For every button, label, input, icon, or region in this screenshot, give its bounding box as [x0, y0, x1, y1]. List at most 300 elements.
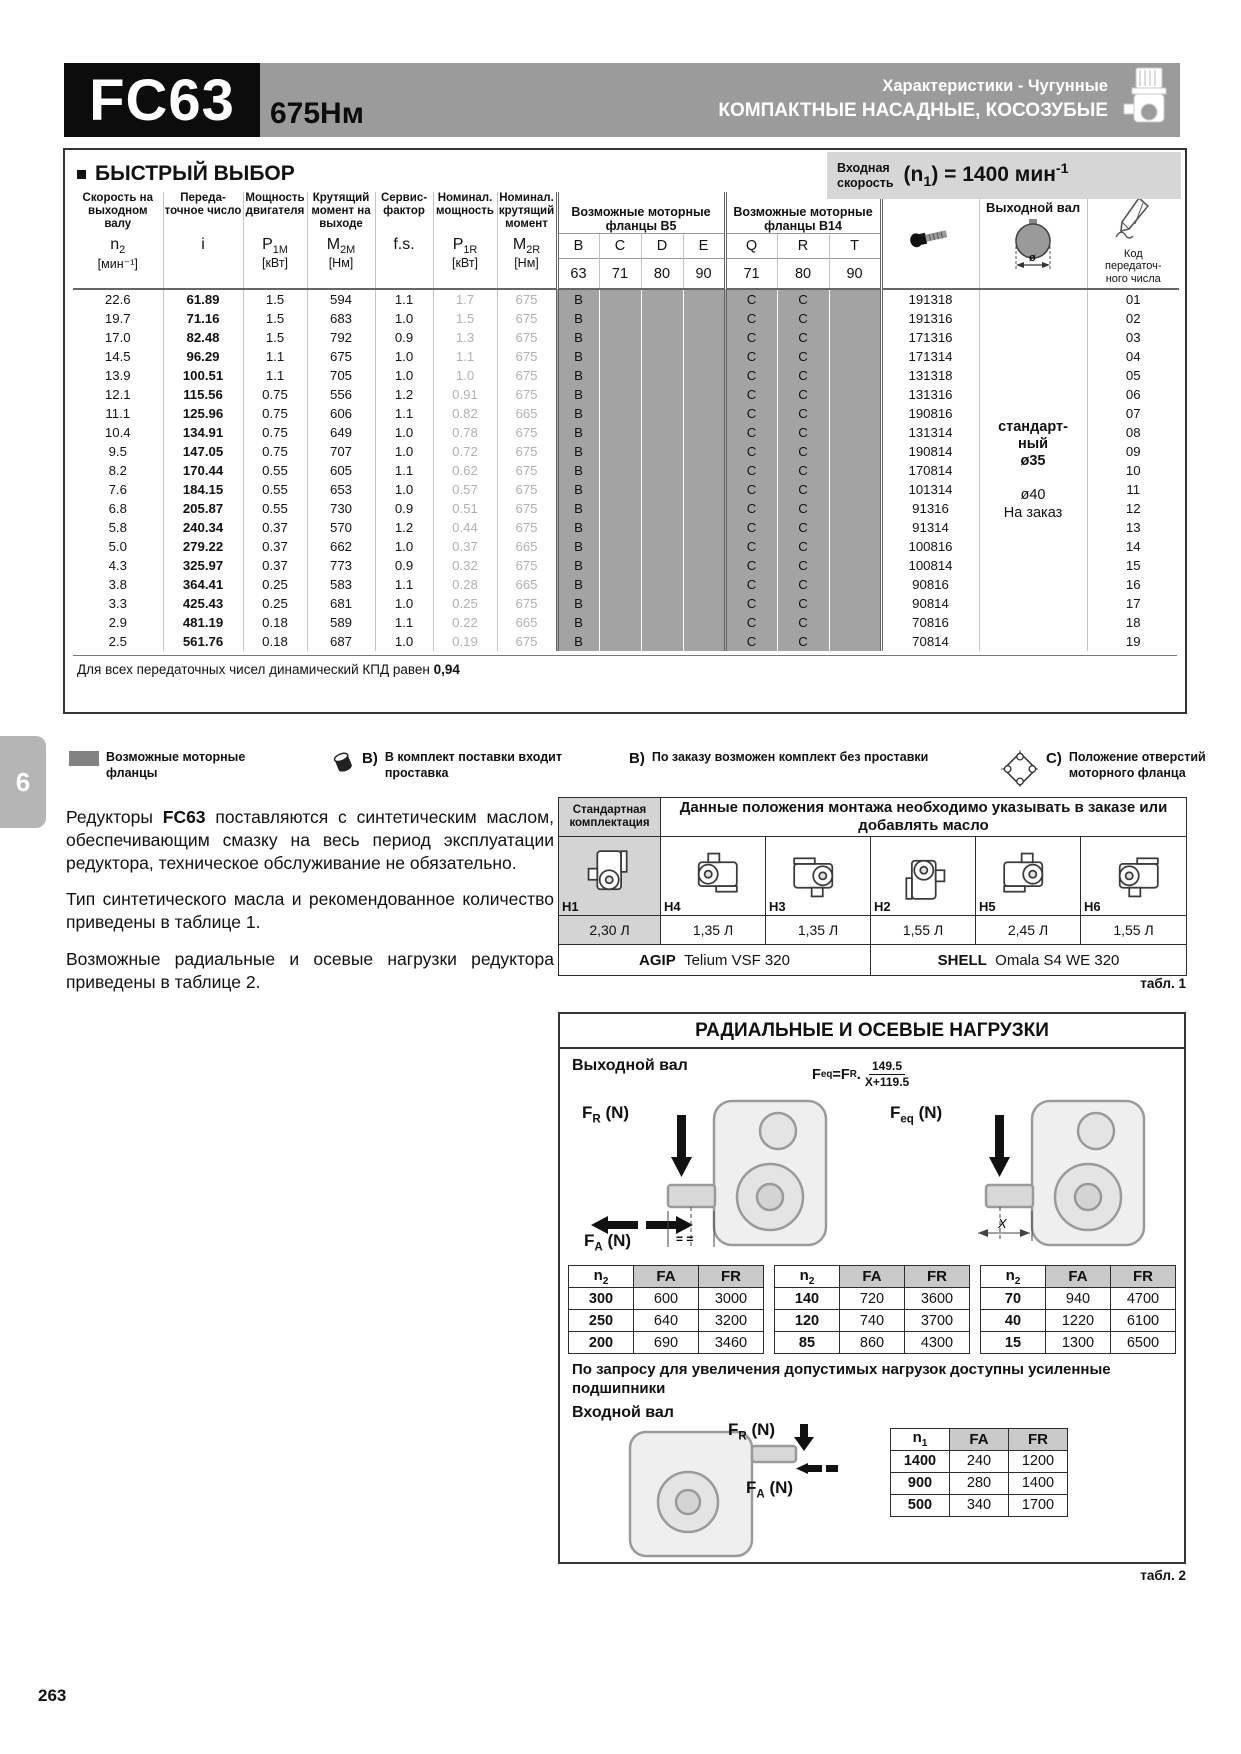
cell: C [777, 289, 829, 309]
el-rect [752, 1446, 796, 1462]
cell: 705 [307, 366, 375, 385]
cell [683, 289, 725, 309]
cell: 125.96 [163, 404, 243, 423]
el-polygon [978, 1229, 988, 1237]
cell: 0.82 [433, 404, 497, 423]
cell: 131314 [881, 423, 979, 442]
cell: 61.89 [163, 289, 243, 309]
cell: 0.28 [433, 575, 497, 594]
feq-load-label [890, 1103, 942, 1125]
el-div: Сервис- фактор [380, 192, 428, 217]
cell: 640 [634, 1310, 699, 1332]
paragraph-table2: Возможные радиальные и осевые нагрузки редуктора приведены в таблице 2. [66, 948, 554, 992]
header-line2: КОМПАКТНЫЕ НАСАДНЫЕ, КОСОЗУБЫЕ [718, 100, 1108, 122]
feq-formula [812, 1059, 909, 1090]
cell [641, 556, 683, 575]
el-circle [1017, 753, 1023, 759]
cell [641, 480, 683, 499]
el-sub: R [738, 1429, 747, 1442]
legend-b1-prefix: B) [362, 750, 378, 767]
load-row [891, 1472, 1068, 1494]
cell: 0.57 [433, 480, 497, 499]
cell: B [557, 594, 599, 613]
el-span: H4 [664, 899, 681, 914]
oil-quantity-cell: 1,35 Л [661, 916, 766, 945]
el-sub: 1M [272, 244, 288, 257]
cell: 90814 [881, 594, 979, 613]
cell: FR [699, 1266, 764, 1288]
el-circle [676, 1490, 700, 1514]
cell [641, 289, 683, 309]
b5-letter: B [557, 233, 599, 259]
input-fr-label [728, 1420, 775, 1442]
cell [599, 556, 641, 575]
el-path [1121, 198, 1148, 231]
cell: C [777, 347, 829, 366]
cell [683, 442, 725, 461]
el-sub: 1R [463, 244, 478, 257]
gearmotor-icon [1120, 66, 1172, 135]
cell [599, 499, 641, 518]
el-div: Код передаточ- ного числа [1104, 247, 1162, 285]
bearings-note: По запросу для увеличения допустимых нагрузок доступны усиленные подшипники [572, 1361, 1111, 1397]
cell: 1400 [891, 1450, 950, 1472]
cell [829, 613, 881, 632]
cell [829, 385, 881, 404]
cell: 675 [497, 366, 557, 385]
cell: FR [1111, 1266, 1176, 1288]
cell [599, 613, 641, 632]
input-speed-label [837, 161, 894, 190]
el-span: F [728, 1419, 739, 1439]
cell: 325.97 [163, 556, 243, 575]
cell [599, 366, 641, 385]
el-g [1004, 853, 1042, 891]
cell: 0.37 [243, 556, 307, 575]
el-polygon [989, 1157, 1010, 1177]
el-tbody [981, 1266, 1176, 1354]
cell: 0.44 [433, 518, 497, 537]
el-span: H3 [769, 899, 786, 914]
cell: 606 [307, 404, 375, 423]
cell: 649 [307, 423, 375, 442]
cell: C [777, 594, 829, 613]
cell: C [725, 309, 777, 328]
cell: 250 [569, 1310, 634, 1332]
cell: 15 [981, 1332, 1046, 1354]
el-rect [646, 1221, 676, 1229]
cell: B [557, 461, 599, 480]
header-line1: Характеристики - Чугунные [882, 77, 1108, 96]
el-polygon [1042, 262, 1050, 268]
el-div: $M_{2M}$ [326, 236, 356, 257]
cell: 300 [569, 1288, 634, 1310]
el-sub: eq [820, 1069, 833, 1080]
cell [599, 537, 641, 556]
el-rect [812, 887, 823, 896]
cell [599, 423, 641, 442]
cell: 1.0 [375, 347, 433, 366]
el-div: $P_{1R}$ [452, 236, 478, 257]
el-g [989, 1115, 1010, 1177]
el-sub: A [756, 1487, 765, 1500]
cell: B [557, 289, 599, 309]
el-thead [73, 192, 1179, 289]
cell: 425.43 [163, 594, 243, 613]
el-b: SHELL [937, 951, 987, 969]
cell [829, 537, 881, 556]
el-circle [1029, 870, 1036, 877]
legend-b2-prefix: B) [629, 750, 645, 767]
fa-load-label [584, 1231, 631, 1253]
el-b: FC63 [162, 807, 206, 827]
quick-select-section [63, 148, 1187, 714]
cell: C [725, 594, 777, 613]
cell: C [777, 632, 829, 651]
cell [641, 366, 683, 385]
load-row [569, 1332, 764, 1354]
el-g [908, 226, 947, 247]
cell: 1.1 [243, 366, 307, 385]
b14-size: 80 [777, 259, 829, 289]
el-circle [819, 872, 826, 879]
cell: 675 [497, 480, 557, 499]
cell: 147.05 [163, 442, 243, 461]
cell: 170.44 [163, 461, 243, 480]
cell [599, 518, 641, 537]
el-span: (N) [769, 1477, 794, 1497]
el-circle [1078, 1113, 1114, 1149]
cell: 115.56 [163, 385, 243, 404]
input-shaft-label: Входной вал [572, 1403, 674, 1421]
quick-select-title-text: БЫСТРЫЙ ВЫБОР [95, 162, 295, 185]
el-rect [1132, 88, 1166, 94]
cell: 340 [950, 1494, 1009, 1516]
oil-quantity-cell: 1,55 Л [871, 916, 976, 945]
cell: C [725, 461, 777, 480]
cell: 0.91 [433, 385, 497, 404]
load-table [890, 1428, 1068, 1517]
page-header [64, 63, 1180, 137]
cell [641, 575, 683, 594]
cell [599, 575, 641, 594]
load-row [981, 1332, 1176, 1354]
cell: C [777, 442, 829, 461]
column-header [163, 192, 243, 289]
el-svg [331, 750, 355, 774]
output-diagram-feq [882, 1093, 1172, 1251]
cell [599, 328, 641, 347]
cell: FR [1009, 1428, 1068, 1450]
el-text: X [998, 1216, 1007, 1231]
cell: 681 [307, 594, 375, 613]
output-shaft-diagrams [560, 1049, 1184, 1265]
el-span: F [812, 1066, 821, 1083]
el-div: Скорость на выходном валу [82, 192, 153, 230]
el-rect [925, 230, 947, 241]
el-tbody [559, 798, 1187, 976]
legend-no-spacer [629, 750, 1009, 769]
el-sup: -1 [1055, 160, 1069, 177]
cell: 19 [1087, 632, 1179, 651]
cell [599, 404, 641, 423]
cell [599, 442, 641, 461]
cell: 16 [1087, 575, 1179, 594]
cell [641, 518, 683, 537]
cell: 740 [840, 1310, 905, 1332]
oil-quantity-cell: 1,35 Л [766, 916, 871, 945]
el-sub: A [594, 1241, 603, 1254]
cell: 561.76 [163, 632, 243, 651]
cell: 0.22 [433, 613, 497, 632]
cell [683, 461, 725, 480]
el-span: (n [903, 162, 924, 186]
mounting-oil-table [558, 797, 1187, 976]
el-div: f.s. [393, 236, 415, 253]
cell: 17 [1087, 594, 1179, 613]
el-span: F [890, 1103, 901, 1122]
cell: 1.0 [375, 442, 433, 461]
legend [63, 750, 1206, 804]
table1-header-row [559, 798, 1187, 837]
cell [683, 309, 725, 328]
el-rect [995, 1115, 1004, 1157]
bullet-icon [77, 170, 86, 179]
cell: 2.5 [108, 634, 127, 649]
cell: 14.5 [104, 349, 131, 364]
cell: 184.15 [163, 480, 243, 499]
cell: 0.9 [375, 328, 433, 347]
cell: 583 [307, 575, 375, 594]
cell: FA [950, 1428, 1009, 1450]
el-div: Номинал. крутящий момент [498, 192, 555, 230]
cell: 683 [307, 309, 375, 328]
el-sub: R [592, 1113, 601, 1126]
cell: $n_2$ [775, 1266, 840, 1288]
cell: 665 [497, 404, 557, 423]
el-span: поставляются с синтетическим маслом, обеспечивающим смазку на весь период эксплуатации редуктора, техническое обслуживание не обязательно. [66, 807, 554, 873]
legend-flanges-text: Возможные моторные фланцы [106, 750, 246, 780]
cell: 70 [981, 1288, 1046, 1310]
load-table [774, 1265, 970, 1354]
cell: 665 [497, 575, 557, 594]
cell: $n_2$ [981, 1266, 1046, 1288]
el-span: H5 [979, 899, 996, 914]
ratio-code-column-header [1087, 192, 1179, 289]
el-rect [936, 870, 945, 881]
cell: 9.5 [108, 444, 127, 459]
cell [829, 461, 881, 480]
cell: 171314 [881, 347, 979, 366]
el-rect [906, 878, 912, 899]
row [569, 1266, 764, 1288]
el-rect [1124, 104, 1134, 114]
el-sub: 1 [921, 1438, 928, 1449]
el-span: Telium VSF 320 [684, 951, 790, 969]
cell: 1.1 [375, 404, 433, 423]
cell [683, 632, 725, 651]
cell [683, 328, 725, 347]
cell: 82.48 [163, 328, 243, 347]
cell: C [725, 518, 777, 537]
output-shaft-note [979, 289, 1087, 651]
cell: 40 [981, 1310, 1046, 1332]
column-header [375, 192, 433, 289]
el-polygon [796, 1463, 808, 1474]
cell: FA [1046, 1266, 1111, 1288]
el-rect [621, 851, 627, 872]
cell [829, 556, 881, 575]
load-row [775, 1310, 970, 1332]
cell [829, 480, 881, 499]
cell: 1.3 [433, 328, 497, 347]
input-shaft-diagram-area [560, 1419, 1184, 1564]
cell: C [725, 328, 777, 347]
cell: 1.5 [433, 309, 497, 328]
cell [599, 632, 641, 651]
el-sub: eq [900, 1113, 914, 1126]
el-span: =F [832, 1066, 850, 1083]
cell: 07 [1087, 404, 1179, 423]
cell: 05 [1087, 366, 1179, 385]
header-subtitle [718, 75, 1108, 125]
el-g [794, 858, 832, 896]
cell: $n_1$ [891, 1428, 950, 1450]
cell: 1.5 [243, 309, 307, 328]
column-header [243, 192, 307, 289]
b5-group-header: Возможные моторные фланцы B5 [557, 192, 725, 233]
load-table [980, 1265, 1176, 1354]
cell: 0.9 [375, 556, 433, 575]
cell: 690 [634, 1332, 699, 1354]
cell [683, 556, 725, 575]
load-row [775, 1332, 970, 1354]
cell: C [725, 404, 777, 423]
cell: B [557, 442, 599, 461]
el-rect [1004, 886, 1025, 892]
cell: 96.29 [163, 347, 243, 366]
load-table [568, 1265, 764, 1354]
el-span: 149.5 [869, 1059, 905, 1075]
cell: 200 [569, 1332, 634, 1354]
cell: 675 [497, 385, 557, 404]
cell: 0.55 [243, 499, 307, 518]
el-tbody [891, 1428, 1068, 1516]
cell: 675 [307, 347, 375, 366]
b5-size: 71 [599, 259, 641, 289]
cell [829, 404, 881, 423]
cell: 280 [950, 1472, 1009, 1494]
el-circle [705, 870, 712, 877]
el-span: X+119.5 [864, 1075, 910, 1089]
input-load-table [890, 1428, 1068, 1517]
cell: 1400 [1009, 1472, 1068, 1494]
cell: B [557, 613, 599, 632]
el-rect [716, 886, 737, 892]
cell: 675 [497, 347, 557, 366]
cell: C [777, 518, 829, 537]
legend-flange-holes [1001, 750, 1241, 793]
cell [599, 347, 641, 366]
cell: C [725, 423, 777, 442]
cell: C [777, 499, 829, 518]
cell: 191318 [881, 289, 979, 309]
cell: 15 [1087, 556, 1179, 575]
paragraph-table1: Тип синтетического масла и рекомендованное количество приведены в таблице 1. [66, 889, 554, 932]
el-rect [677, 1115, 686, 1157]
cell: 900 [891, 1472, 950, 1494]
el-circle [605, 876, 612, 883]
el-polygon [671, 1157, 692, 1177]
cell: 5.0 [108, 539, 127, 554]
cell: 1.7 [433, 289, 497, 309]
cell: C [725, 632, 777, 651]
cell [599, 385, 641, 404]
cell: 134.91 [163, 423, 243, 442]
cell: 11 [1087, 480, 1179, 499]
cell: 4300 [905, 1332, 970, 1354]
el-div: $P_{1M}$ [262, 236, 288, 257]
cell [641, 613, 683, 632]
cell: C [777, 385, 829, 404]
cell [641, 537, 683, 556]
cell: 3.3 [108, 596, 127, 611]
el-g [588, 851, 626, 889]
cell [641, 442, 683, 461]
cell [683, 518, 725, 537]
cell: 1.1 [433, 347, 497, 366]
el-g [906, 860, 944, 898]
el-polygon [1020, 1229, 1030, 1237]
cell [641, 499, 683, 518]
el-span: (N) [918, 1103, 943, 1122]
cell: 1.1 [375, 461, 433, 480]
b14-letter: R [777, 233, 829, 259]
el-span: (N) [605, 1103, 630, 1122]
output-shaft-icon [1006, 217, 1060, 275]
cell: 100814 [881, 556, 979, 575]
el-div: Переда- точное число [164, 192, 242, 217]
el-div: $M_{2R}$ [512, 236, 541, 257]
cell: 279.22 [163, 537, 243, 556]
cell [683, 385, 725, 404]
el-circle [920, 866, 927, 873]
mounting-position-icon [789, 848, 847, 902]
el-span: ) = 1400 мин [931, 162, 1056, 186]
el-div: [кВт] [451, 256, 479, 271]
el-sub: 2 [602, 1275, 609, 1287]
el-span: F [582, 1103, 593, 1122]
cell: FR [905, 1266, 970, 1288]
cell: 190816 [881, 404, 979, 423]
el-g [1121, 198, 1148, 231]
el-text: = = [676, 1232, 694, 1246]
el-rect [800, 1424, 808, 1437]
cell: C [777, 404, 829, 423]
legend-c-prefix: C) [1046, 750, 1062, 767]
cell: C [777, 423, 829, 442]
cell: 0.75 [243, 404, 307, 423]
cell: 0.55 [243, 461, 307, 480]
column-header [307, 192, 375, 289]
cell: B [557, 480, 599, 499]
cell: 0.32 [433, 556, 497, 575]
cell: 10.4 [104, 425, 131, 440]
el-div: Крутящий момент на выходе [311, 192, 371, 230]
cell: 04 [1087, 347, 1179, 366]
cell: 675 [497, 499, 557, 518]
cell [683, 404, 725, 423]
